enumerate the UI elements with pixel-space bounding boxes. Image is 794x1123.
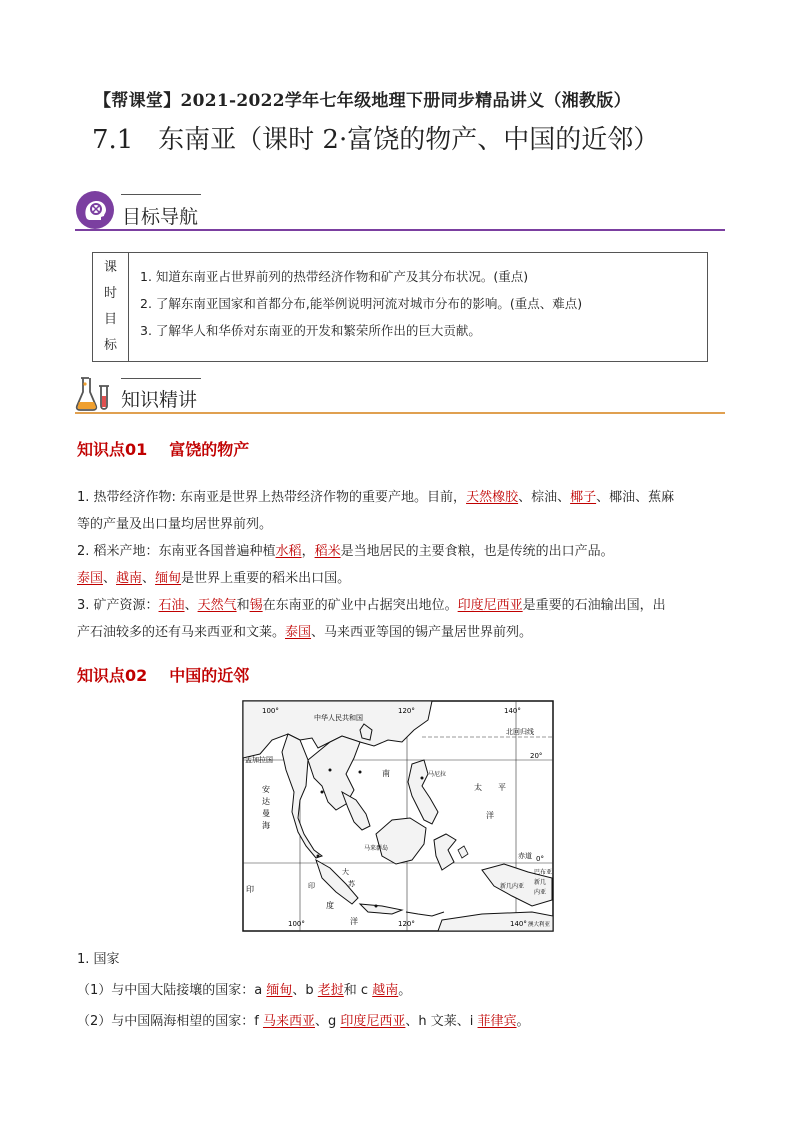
- knowledge-heading: 知识精讲: [121, 389, 198, 411]
- map-city-dot: [321, 791, 324, 794]
- map-label-south: 南: [382, 769, 390, 778]
- map-label-lon-bottom-100: 100°: [288, 920, 305, 928]
- kp2-land-neighbors: [77, 981, 727, 1001]
- kp2-country-heading: 1. 国家: [77, 952, 120, 967]
- highlight-term: 越南: [116, 571, 143, 586]
- map-label-lat-0: 0°: [536, 855, 544, 863]
- kp1-title: 富饶的物产: [169, 440, 250, 459]
- map-label-pacific-2: 平: [498, 783, 506, 792]
- kp1-paragraph-3: [77, 569, 727, 589]
- map-label-lat-20: 20°: [530, 752, 543, 760]
- kp2-number: 知识点02: [77, 666, 148, 685]
- text: 是当地居民的主要食粮，也是传统的出口产品。: [340, 544, 614, 559]
- map-label-australia: 澳大利亚: [528, 922, 551, 928]
- map-label-pacific-3: 洋: [486, 811, 494, 820]
- highlight-term: 泰国: [77, 571, 104, 586]
- goals-list: [140, 263, 582, 344]
- knowledge-rule-short: [121, 378, 201, 379]
- text: 、椰油、蕉麻: [596, 490, 675, 505]
- side-char: 标: [103, 338, 117, 353]
- text: （1）与中国大陆接壤的国家：a: [77, 983, 267, 998]
- map-label-andaman-4: 海: [262, 821, 270, 830]
- goals-rule: [75, 229, 725, 231]
- goals-section-header: [75, 190, 725, 232]
- highlight-term: 泰国: [285, 625, 312, 640]
- kp1-number: 知识点01: [77, 440, 148, 459]
- map-label-indian-1: 印: [246, 885, 254, 894]
- kp1-paragraph-4: [77, 596, 727, 643]
- map-label-su: 苏: [348, 880, 355, 888]
- map-label-manila: 马尼拉: [428, 771, 447, 778]
- text: 、: [103, 571, 117, 586]
- highlight-term: 马来西亚: [262, 1014, 315, 1029]
- flask-icon: [75, 374, 115, 412]
- highlight-term: 锡: [249, 598, 263, 613]
- map-city-dot: [375, 905, 378, 908]
- kp2-sea-neighbors: [77, 1012, 727, 1032]
- text: 。: [516, 1014, 530, 1029]
- head-brain-icon: [75, 190, 115, 230]
- highlight-term: 椰子: [570, 490, 597, 505]
- text: 。: [398, 983, 412, 998]
- text: 是重要的石油输出国，出: [522, 598, 666, 613]
- side-char: 时: [103, 286, 117, 301]
- header-subtitle: 【帮课堂】2021-2022学年七年级地理下册同步精品讲义（湘教版）: [94, 91, 631, 111]
- knowledge-rule: [75, 412, 725, 414]
- map-label-lon-bottom-140: 140°: [510, 920, 527, 928]
- side-char: 课: [103, 260, 117, 275]
- highlight-term: 印度尼西亚: [457, 598, 523, 613]
- goals-heading: 目标导航: [122, 206, 199, 228]
- map-label-equator: 赤道: [518, 852, 532, 860]
- map-city-dot: [329, 769, 332, 772]
- map-city-dot: [317, 855, 320, 858]
- southeast-asia-map: [242, 700, 554, 932]
- text: 、h 文莱、i: [405, 1014, 478, 1029]
- map-label-png-3: 内亚: [534, 889, 547, 896]
- kp2-title: 中国的近邻: [169, 666, 250, 685]
- highlight-term: 天然橡胶: [466, 490, 519, 505]
- text: 、b: [292, 983, 318, 998]
- text: 1. 热带经济作物: 东南亚是世界上热带经济作物的重要产地。目前，: [77, 490, 467, 505]
- highlight-term: 石油: [158, 598, 185, 613]
- map-label-lon-top-140: 140°: [504, 707, 521, 715]
- map-label-lon-bottom-120: 120°: [398, 920, 415, 928]
- kp1-paragraph-2: [77, 542, 727, 562]
- map-label-lon-top-120: 120°: [398, 707, 415, 715]
- kp2-heading: [77, 663, 249, 686]
- map-label-yin: 印: [308, 882, 315, 890]
- text: 3. 矿产资源：: [77, 598, 159, 613]
- text: 和 c: [343, 983, 373, 998]
- kp1-paragraph-1: [77, 488, 727, 535]
- text: 和: [236, 598, 250, 613]
- map-label-new-guinea: 新几内亚: [500, 883, 525, 890]
- highlight-term: 印度尼西亚: [340, 1014, 406, 1029]
- map-label-indian-2: 度: [326, 901, 334, 910]
- map-label-lon-top-100: 100°: [262, 707, 279, 715]
- goal-item: 3. 了解华人和华侨对东南亚的开发和繁荣所作出的巨大贡献。: [140, 323, 481, 338]
- map-label-archipelago: 马来群岛: [364, 845, 389, 852]
- text: 、马来西亚等国的锡产量居世界前列。: [311, 625, 533, 640]
- map-label-indian-3: 洋: [350, 917, 358, 926]
- map-label-andaman-2: 达: [262, 797, 270, 806]
- text: 、g: [315, 1014, 341, 1029]
- highlight-term: 稻米: [314, 544, 341, 559]
- highlight-term: 越南: [372, 983, 399, 998]
- highlight-term: 天然气: [197, 598, 237, 613]
- map-label-china: 中华人民共和国: [314, 714, 363, 722]
- map-label-andaman-3: 曼: [262, 809, 270, 818]
- map-label-andaman-1: 安: [262, 785, 270, 794]
- map-label-bangladesh: 孟加拉国: [245, 756, 273, 764]
- goal-item: 2. 了解东南亚国家和首都分布,能举例说明河流对城市分布的影响。(重点、难点): [140, 296, 583, 311]
- map-city-dot: [421, 777, 424, 780]
- knowledge-section-header: [75, 374, 725, 416]
- map-label-da: 大: [342, 868, 349, 876]
- text: 等的产量及出口量均居世界前列。: [77, 517, 273, 532]
- text: 2. 稻米产地：东南亚各国普遍种植: [77, 544, 276, 559]
- text: 是世界上重要的稻米出口国。: [181, 571, 351, 586]
- highlight-term: 菲律宾: [477, 1014, 517, 1029]
- text: 产石油较多的还有马来西亚和文莱。: [77, 625, 286, 640]
- text: （2）与中国隔海相望的国家：f: [77, 1014, 263, 1029]
- map-label-tropic: 北回归线: [506, 728, 534, 736]
- highlight-term: 水稻: [275, 544, 302, 559]
- kp1-heading: [77, 437, 249, 460]
- map-label-pacific-1: 太: [474, 783, 482, 792]
- map-city-dot: [359, 771, 362, 774]
- text: 在东南亚的矿业中占据突出地位。: [262, 598, 458, 613]
- goals-side-label: [93, 253, 129, 361]
- text: 、: [142, 571, 156, 586]
- map-label-png-2: 新几: [534, 879, 547, 886]
- text: ，: [301, 544, 315, 559]
- text: 、棕油、: [518, 490, 571, 505]
- map-svg: [242, 700, 554, 932]
- highlight-term: 缅甸: [266, 983, 293, 998]
- goal-item: 1. 知道东南亚占世界前列的热带经济作物和矿产及其分布状况。(重点): [140, 269, 529, 284]
- side-char: 目: [103, 312, 117, 327]
- highlight-term: 老挝: [317, 983, 344, 998]
- goals-table: [92, 252, 708, 362]
- page-title: 7.1 东南亚（课时 2·富饶的物产、中国的近邻）: [92, 125, 660, 155]
- goals-rule-short: [121, 194, 201, 195]
- text: 、: [184, 598, 198, 613]
- highlight-term: 缅甸: [155, 571, 182, 586]
- map-label-png-1: 巴布亚: [534, 869, 553, 876]
